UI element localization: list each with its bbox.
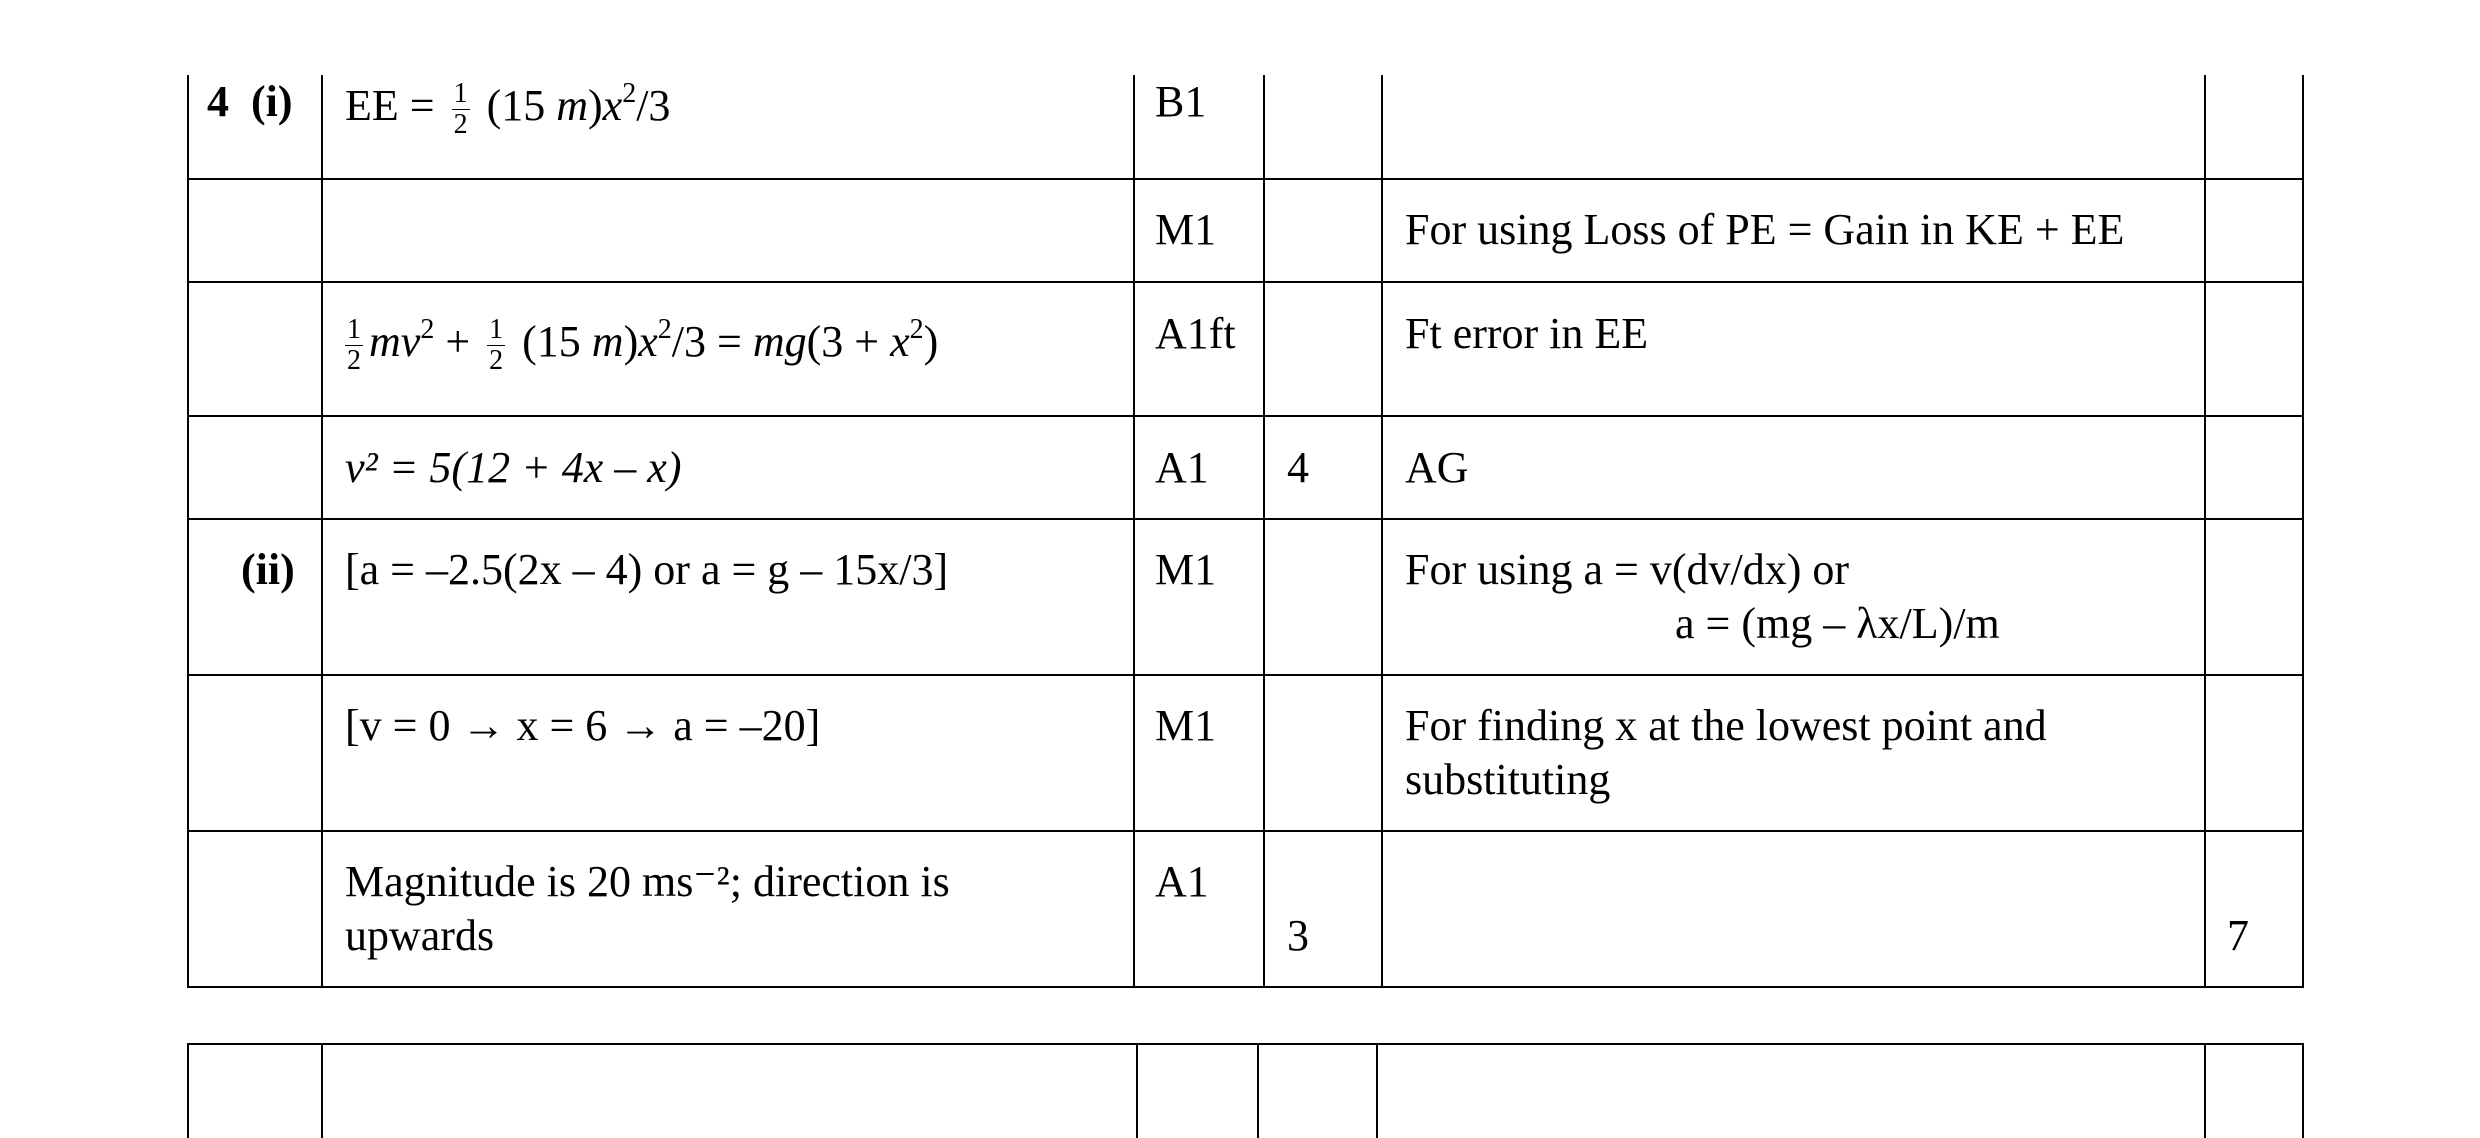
table-border-right [2302,75,2304,988]
part-total: 4 [1287,443,1309,492]
column-divider [1136,1043,1138,1138]
answer-text: upwards [345,911,495,960]
mark-code: A1 [1155,443,1209,492]
column-divider [1376,1043,1378,1138]
question-part: (ii) [241,545,295,594]
next-table-fragment [187,1043,2304,1138]
answer-energy-equation: $\frac{1}{2}$ $mv^2$ + $\frac{1}{2}$ (15 $m)x^2/3 = mg(3 + x^2)$ [347,314,939,377]
table-border-bottom [187,986,2304,988]
table-border-right [2302,1043,2304,1138]
guidance-comment: substituting [1405,755,1611,804]
guidance-comment: For using a = v(dv/dx) or [1405,545,1849,594]
column-divider [2204,75,2206,988]
column-divider [2204,1043,2206,1138]
guidance-comment: For finding x at the lowest point and [1405,701,2047,750]
column-divider [1381,75,1383,988]
table-border-left [187,1043,189,1138]
column-divider [1263,75,1265,988]
answer-ee-expression: EE = $\frac{1}{2}$ (15 $m)x^2/3$ [345,78,671,141]
table-border-left [187,75,189,988]
row-divider [187,281,2304,283]
guidance-comment: AG [1405,443,1469,492]
column-divider [321,1043,323,1138]
row-divider [187,178,2304,180]
mark-scheme-table [187,75,2304,988]
question-total: 7 [2227,911,2249,960]
column-divider [1257,1043,1259,1138]
half-fraction: $\frac{1}{2}$ [453,78,468,141]
row-divider [187,518,2304,520]
guidance-comment: Ft error in EE [1405,309,1649,358]
row-divider [187,674,2304,676]
column-divider [321,75,323,988]
question-number: 4 (i) [207,77,293,126]
mark-code: A1 [1155,857,1209,906]
row-divider [187,830,2304,832]
mark-code: A1ft [1155,309,1236,358]
answer-text: Magnitude is 20 ms⁻²; direction is [345,857,950,906]
guidance-comment: For using Loss of PE = Gain in KE + EE [1405,205,2125,254]
mark-code: B1 [1155,77,1207,126]
answer-text: [v = 0 → x = 6 → a = –20] [345,701,821,750]
answer-text: [a = –2.5(2x – 4) or a = g – 15x/3] [345,545,949,594]
row-divider [187,415,2304,417]
table-border-top [187,1043,2304,1045]
mark-code: M1 [1155,545,1217,594]
answer-text: v² = 5(12 + 4x – x) [345,443,682,492]
mark-code: M1 [1155,701,1217,750]
answer-text: EE = [345,81,446,130]
guidance-comment: a = (mg – λx/L)/m [1675,599,2000,648]
part-total: 3 [1287,911,1309,960]
mark-code: M1 [1155,205,1217,254]
column-divider [1133,75,1135,988]
